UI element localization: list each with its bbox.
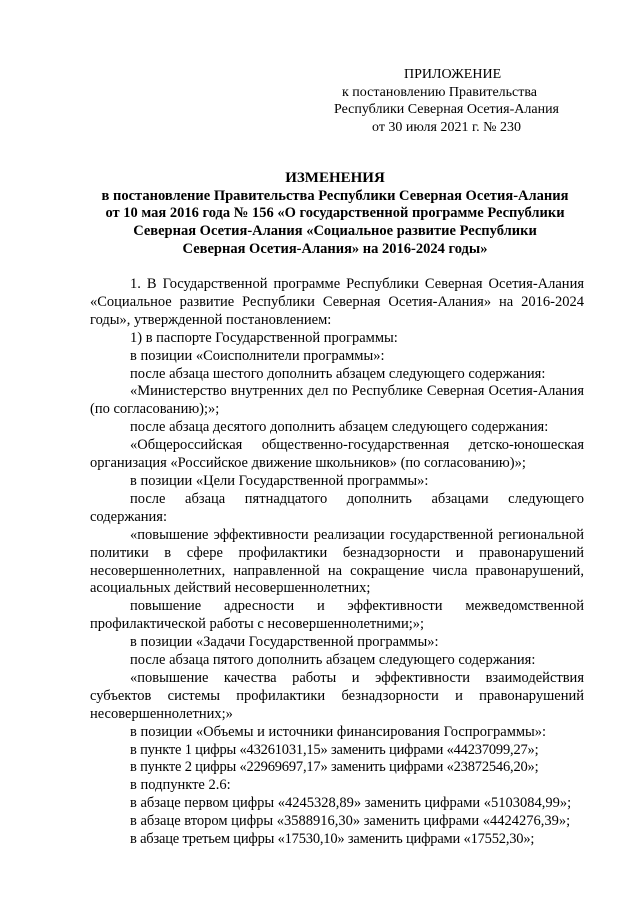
title-line-3: Северная Осетия-Алания «Социальное развитие Республики (133, 223, 537, 240)
paragraph: повышение адресности и эффективности межведомственной профилактической работы с несовершеннолетними;»; (90, 598, 584, 633)
paragraph: после абзаца пятого дополнить абзацем следующего содержания: (130, 652, 536, 669)
title-line-1: в постановление Правительства Республики Северная Осетия-Алания (101, 187, 569, 204)
appendix-line-2: к постановлению Правительства (342, 84, 538, 100)
paragraph: в абзаце втором цифры «3588916,30» заменить цифрами «4424276,39»; (130, 813, 571, 830)
paragraph: в позиции «Задачи Государственной программы»: (130, 634, 439, 651)
title-main: ИЗМЕНЕНИЯ (285, 170, 385, 186)
paragraph: в позиции «Объемы и источники финансирования Госпрограммы»: (130, 723, 547, 740)
appendix-label: ПРИЛОЖЕНИЕ (404, 67, 502, 82)
paragraph: 1) в паспорте Государственной программы: (130, 329, 398, 346)
paragraph: в подпункте 2.6: (130, 777, 231, 794)
paragraph: после абзаца пятнадцатого дополнить абзацами следующего содержания: (90, 490, 584, 525)
paragraph: в пункте 2 цифры «22969697,17» заменить цифрами «23872546,20»; (130, 759, 539, 776)
title-line-2: от 10 мая 2016 года № 156 «О государственной программе Республики (105, 205, 565, 222)
paragraph: в абзаце третьем цифры «17530,10» заменить цифрами «17552,30»; (130, 831, 535, 848)
document-body (90, 276, 584, 849)
paragraph: «повышение качества работы и эффективности взаимодействия субъектов системы профилактики безнадзорности и правонарушений несовершеннолетних;» (90, 669, 584, 722)
paragraph: в позиции «Цели Государственной программы»: (130, 472, 429, 489)
paragraph: «Министерство внутренних дел по Республике Северная Осетия-Алания (по согласованию);»; (90, 383, 584, 418)
paragraph: после абзаца шестого дополнить абзацем следующего содержания: (130, 365, 546, 382)
paragraph: в позиции «Соисполнители программы»: (130, 347, 385, 364)
paragraph: «повышение эффективности реализации государственной региональной политики в сфере профилактики безнадзорности и правонарушений несовершеннолетних, направленной на сокращение числа правонарушений, асоциальных действий несовершеннолетних; (90, 526, 584, 597)
document-title (85, 170, 585, 259)
appendix-line-3: Республики Северная Осетия-Алания (334, 102, 559, 117)
paragraph: в абзаце первом цифры «4245328,89» заменить цифрами «5103084,99»; (130, 795, 572, 812)
appendix-date: от 30 июля 2021 г. № 230 (372, 119, 521, 135)
paragraph: в пункте 1 цифры «43261031,15» заменить цифрами «44237099,27»; (130, 741, 539, 758)
paragraph: 1. В Государственной программе Республики Северная Осетия-Алания «Социальное развитие Республики Северная Осетия-Алания» на 2016-2024 годы», утвержденной постановлением: (90, 276, 584, 328)
paragraph: «Общероссийская общественно-государственная детско-юношеская организация «Российское движение школьников» (по согласованию)»; (90, 437, 584, 472)
title-line-4: Северная Осетия-Алания» на 2016-2024 годы» (182, 240, 488, 257)
appendix-header (334, 66, 586, 136)
paragraph: после абзаца десятого дополнить абзацем следующего содержания: (130, 419, 549, 436)
